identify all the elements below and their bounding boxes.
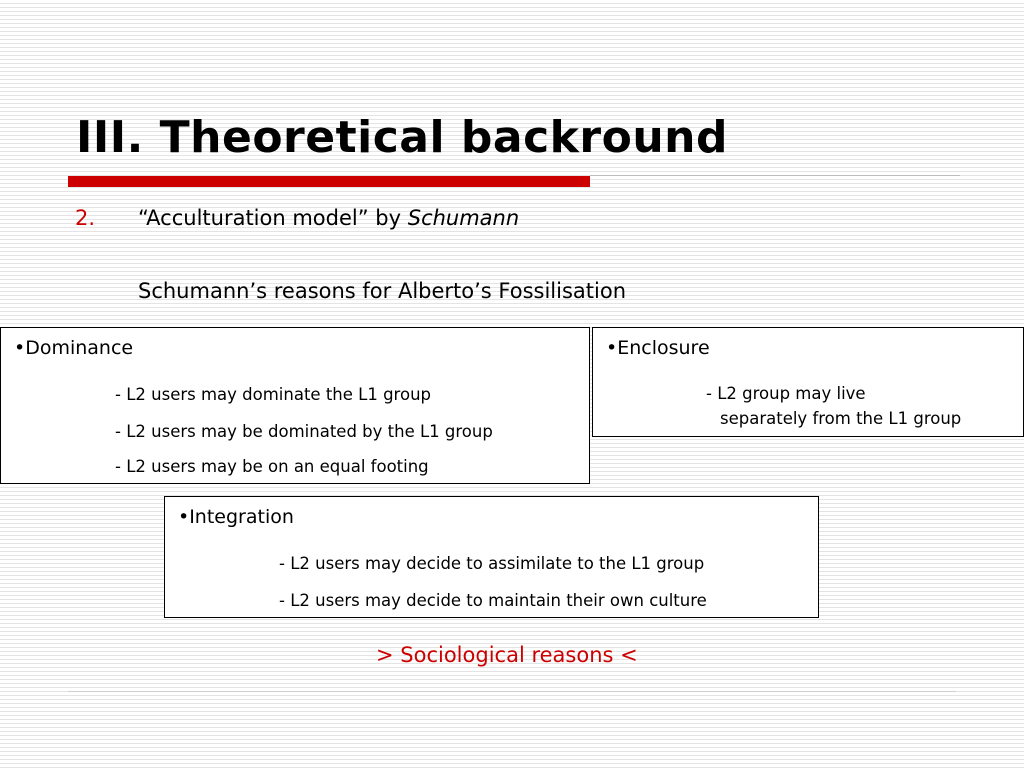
footer-note: > Sociological reasons < bbox=[376, 643, 638, 667]
list-item-author: Schumann bbox=[407, 206, 520, 230]
title-divider-line bbox=[590, 175, 960, 176]
slide-title: III. Theoretical backround bbox=[76, 112, 728, 163]
enclosure-line: separately from the L1 group bbox=[720, 409, 962, 428]
integration-box bbox=[164, 496, 819, 618]
enclosure-heading: •Enclosure bbox=[606, 337, 710, 359]
integration-line: - L2 users may decide to assimilate to the L1 group bbox=[279, 554, 705, 573]
integration-heading: •Integration bbox=[178, 506, 294, 528]
section-subtitle: Schumann’s reasons for Alberto’s Fossilisation bbox=[138, 279, 627, 303]
bottom-divider-line bbox=[68, 691, 956, 692]
list-item-number: 2. bbox=[75, 206, 96, 230]
list-item-label: “Acculturation model” by bbox=[138, 206, 408, 230]
dominance-heading: •Dominance bbox=[14, 337, 134, 359]
dominance-line: - L2 users may dominate the L1 group bbox=[115, 385, 431, 404]
dominance-line: - L2 users may be on an equal footing bbox=[115, 457, 429, 476]
enclosure-line: - L2 group may live bbox=[706, 384, 866, 403]
dominance-line: - L2 users may be dominated by the L1 group bbox=[115, 422, 493, 441]
list-item-text bbox=[138, 206, 519, 230]
enclosure-box bbox=[592, 327, 1024, 437]
dominance-box bbox=[0, 327, 590, 484]
integration-line: - L2 users may decide to maintain their own culture bbox=[279, 591, 707, 610]
title-underline-bar bbox=[68, 176, 590, 187]
